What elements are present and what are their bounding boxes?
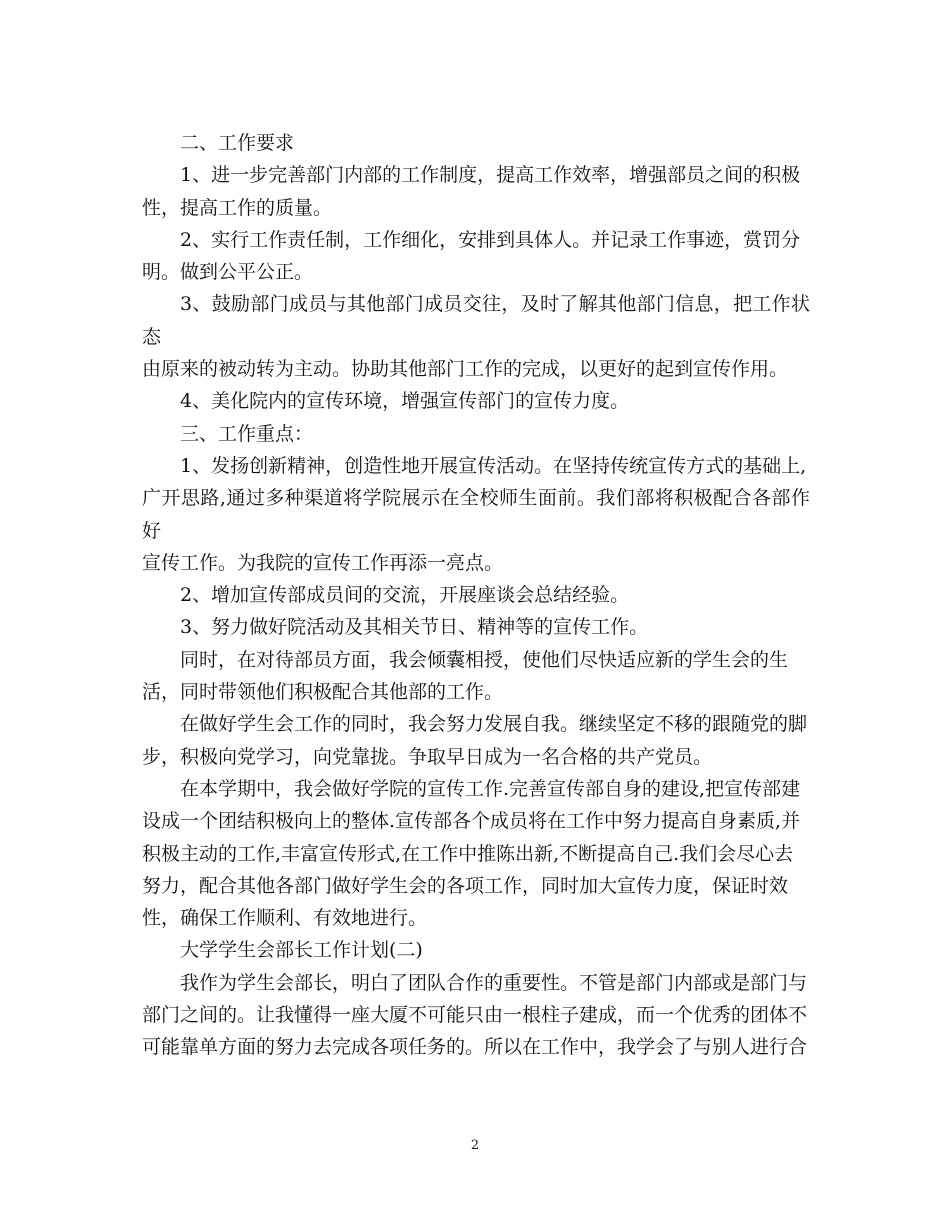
- text-line: 积极主动的工作,丰富宣传形式,在工作中推陈出新,不断提高自己.我们会尽心去: [142, 842, 794, 865]
- text-line: 大学学生会部长工作计划(二): [180, 939, 423, 962]
- section-title-plan-two: [142, 934, 810, 966]
- paragraph: [142, 773, 810, 934]
- text-line: 1、发扬创新精神，创造性地开展宣传活动。在坚持传统宣传方式的基础上,: [180, 454, 807, 477]
- text-line: 由原来的被动转为主动。协助其他部门工作的完成，以更好的起到宣传作用。: [142, 358, 789, 381]
- text-line: 部门之间的。让我懂得一座大厦不可能只由一根柱子建成，而一个优秀的团体不: [142, 1004, 808, 1027]
- text-line: 性，提高工作的质量。: [142, 196, 333, 219]
- text-line: 步，积极向党学习，向党靠拢。争取早日成为一名合格的共产党员。: [142, 745, 713, 768]
- text-line: 宣传工作。为我院的宣传工作再添一亮点。: [142, 551, 504, 574]
- paragraph: [142, 224, 810, 289]
- document-body: [142, 127, 810, 1064]
- paragraph: [142, 611, 810, 643]
- text-line: 3、努力做好院活动及其相关节日、精神等的宣传工作。: [180, 616, 649, 639]
- paragraph: [142, 708, 810, 773]
- page-number: 2: [470, 1138, 480, 1153]
- text-line: 二、工作要求: [180, 132, 295, 154]
- text-line: 2、实行工作责任制，工作细化，安排到具体人。并记录工作事迹，赏罚分: [180, 228, 801, 251]
- paragraph: [142, 385, 810, 417]
- text-line: 1、进一步完善部门内部的工作制度，提高工作效率，增强部员之间的积极: [180, 164, 801, 187]
- text-line: 在做好学生会工作的同时，我会努力发展自我。继续坚定不移的跟随党的脚: [180, 713, 808, 736]
- text-line: 活，同时带领他们积极配合其他部的工作。: [142, 681, 504, 704]
- text-line: 可能靠单方面的努力去完成各项任务的。所以在工作中，我学会了与别人进行合: [142, 1036, 808, 1059]
- text-line: 我作为学生会部长，明白了团队合作的重要性。不管是部门内部或是部门与: [180, 971, 808, 994]
- text-line: 4、美化院内的宣传环境，增强宣传部门的宣传力度。: [180, 390, 630, 413]
- paragraph: [142, 450, 810, 579]
- section-heading-focus: [142, 418, 810, 450]
- text-line: 2、增加宣传部成员间的交流，开展座谈会总结经验。: [180, 584, 630, 607]
- text-line: 明。做到公平公正。: [142, 261, 314, 284]
- paragraph: [142, 579, 810, 611]
- text-line: 三、工作重点：: [180, 422, 314, 445]
- text-line: 3、鼓励部门成员与其他部门成员交往，及时了解其他部门信息，把工作状态: [142, 293, 810, 348]
- text-line: 同时，在对待部员方面，我会倾囊相授，使他们尽快适应新的学生会的生: [180, 648, 789, 671]
- paragraph: [142, 967, 810, 1064]
- text-line: 努力，配合其他各部门做好学生会的各项工作，同时加大宣传力度，保证时效: [142, 874, 789, 897]
- paragraph: [142, 159, 810, 224]
- text-line: 性，确保工作顺利、有效地进行。: [142, 907, 428, 930]
- paragraph: [142, 288, 810, 385]
- text-line: 设成一个团结积极向上的整体.宣传部各个成员将在工作中努力提高自身素质,并: [142, 810, 801, 833]
- section-heading-requirements: [142, 127, 810, 159]
- text-line: 广开思路,通过多种渠道将学院展示在全校师生面前。我们部将积极配合各部作好: [142, 487, 810, 542]
- paragraph: [142, 644, 810, 709]
- text-line: 在本学期中，我会做好学院的宣传工作.完善宣传部自身的建设,把宣传部建: [180, 777, 801, 800]
